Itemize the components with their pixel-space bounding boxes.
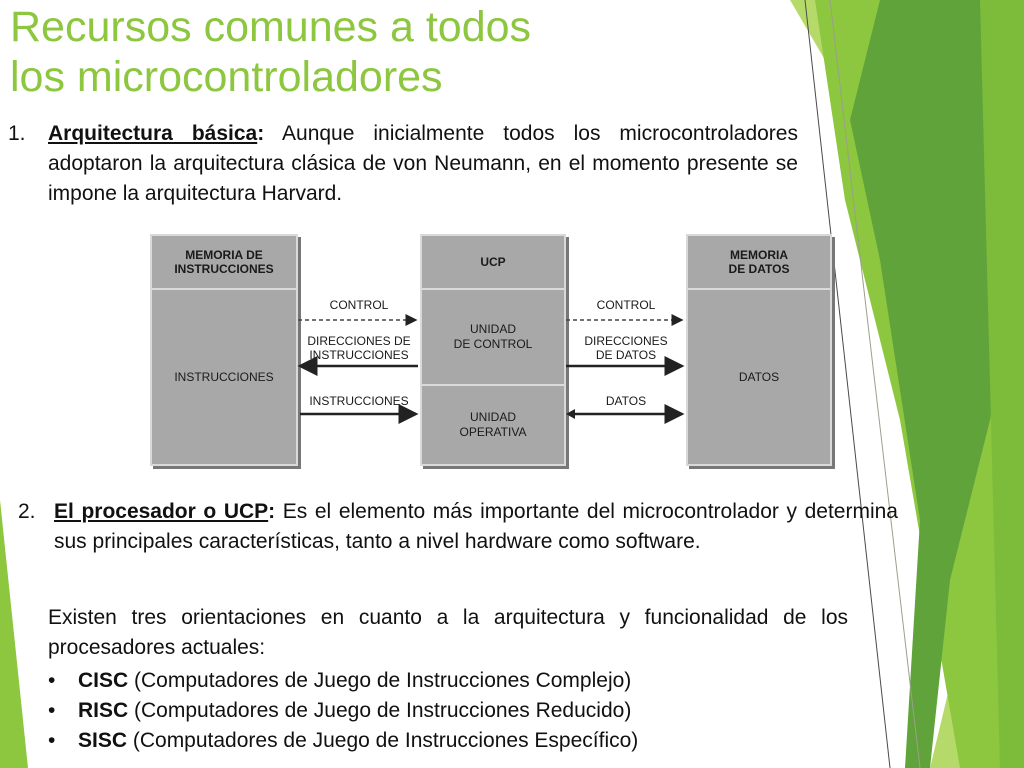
list-item-term: CISC [78,669,129,692]
label-direcciones-instrucciones: DIRECCIONES DE INSTRUCCIONES [307,334,411,362]
diagram-arrows [150,232,840,468]
title-line-1: Recursos comunes a todos [10,3,532,51]
label-datos: DATOS [605,394,647,408]
item-heading-colon: : [257,122,265,145]
bullet: • [48,729,56,752]
datos-arrow-left-head [566,409,575,419]
item-body [48,119,798,209]
unidad-operativa: UNIDAD OPERATIVA [459,410,527,439]
bullet: • [48,699,56,722]
memoria-instrucciones-body: INSTRUCCIONES [174,369,274,384]
processor-architecture-list [48,666,808,756]
item-text: Es el elemento más importante del microcontrolador y determina sus principales características, tanto a nivel hardware como software. [54,500,898,553]
list-item-term: SISC [78,729,128,752]
item-heading-colon: : [268,500,276,523]
item-number: 1. [8,122,26,145]
list-item [48,726,808,756]
list-item-desc: (Computadores de Juego de Instrucciones Reducido) [128,699,632,722]
list-item-desc: (Computadores de Juego de Instrucciones Complejo) [128,669,632,692]
list-item-desc: (Computadores de Juego de Instrucciones Específico) [127,729,639,752]
label-direcciones-datos: DIRECCIONES DE DATOS [584,334,668,362]
label-instrucciones: INSTRUCCIONES [309,394,409,408]
numbered-item-arquitectura [8,119,798,209]
unidad-control: UNIDAD DE CONTROL [422,290,564,386]
numbered-item-procesador [18,497,898,557]
item-body [54,497,898,557]
label-control-left: CONTROL [329,298,389,312]
item-heading: El procesador o UCP [54,500,269,523]
list-item [48,666,808,696]
item-heading: Arquitectura básica [48,122,258,145]
memoria-datos-body: DATOS [738,369,780,384]
bullet: • [48,669,56,692]
orientaciones-intro: Existen tres orientaciones en cuanto a la arquitectura y funcionalidad de los procesadores actuales: [48,606,848,659]
title-line-2: los microcontroladores [10,53,443,101]
slide-title [10,2,770,102]
list-item [48,696,808,726]
memoria-datos-header: MEMORIA DE DATOS [688,236,830,290]
memoria-instrucciones-header: MEMORIA DE INSTRUCCIONES [152,236,296,290]
ucp-header: UCP [422,236,564,290]
list-item-term: RISC [78,699,129,722]
item-text: Aunque inicialmente todos los microcontroladores adoptaron la arquitectura clásica de von Neumann, en el momento presente se impone la arquitectura Harvard. [48,122,798,205]
item-number: 2. [18,500,36,523]
harvard-architecture-diagram [150,232,840,468]
label-control-right: CONTROL [596,298,656,312]
